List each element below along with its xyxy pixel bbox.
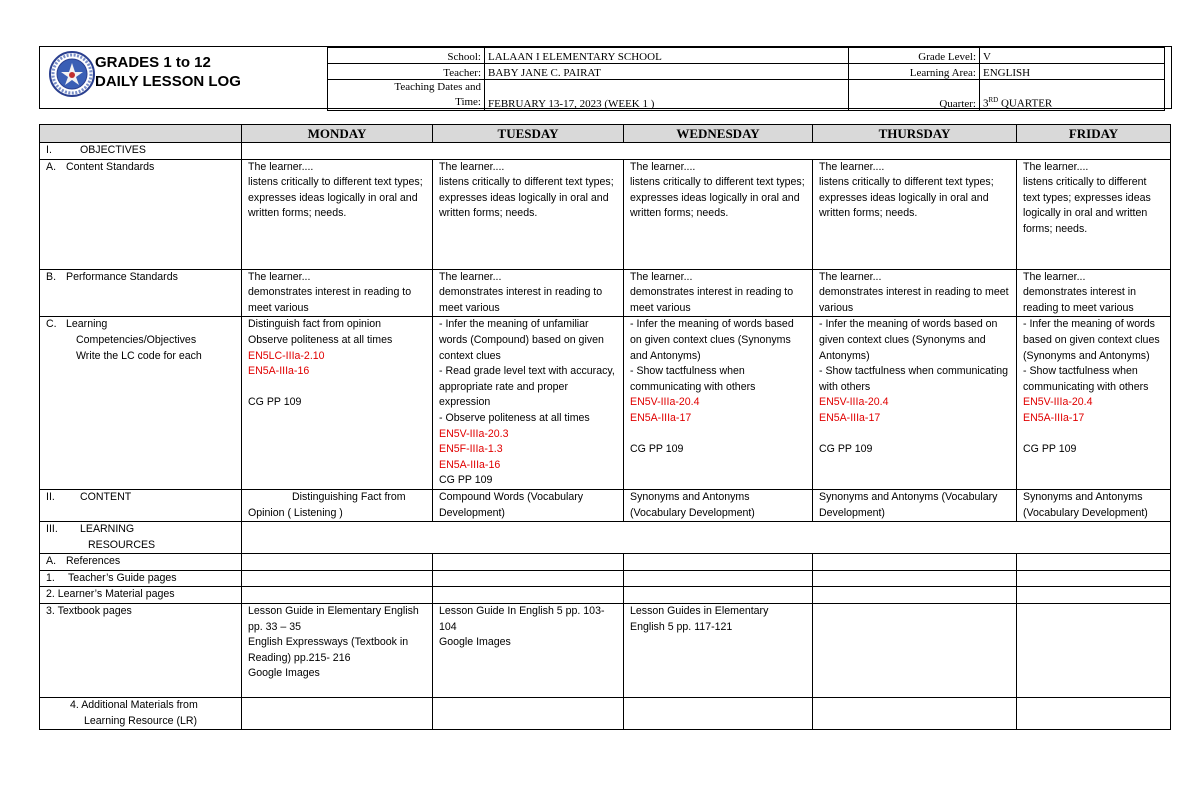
teachers-guide-row	[40, 570, 1171, 587]
textbook-pages-label: 3. Textbook pages	[40, 604, 242, 698]
learners-material-monday	[242, 587, 433, 604]
references-tuesday	[433, 554, 624, 571]
learners-material-friday	[1017, 587, 1171, 604]
teaching-dates-label: Teaching Dates and Time:	[328, 80, 485, 111]
content-wednesday: Synonyms and Antonyms (Vocabulary Development)	[624, 489, 813, 521]
lc-code: EN5V-IIIa-20.4	[630, 396, 700, 409]
teachers-guide-thursday	[813, 570, 1017, 587]
lc-code: EN5F-IIIa-1.3	[439, 443, 503, 456]
day-header-row	[40, 125, 1171, 143]
lc-code: EN5V-IIIa-20.4	[819, 396, 889, 409]
competencies-monday: Distinguish fact from opinion Observe politeness at all times EN5LC-IIIa-2.10 EN5A-IIIa-16 CG PP 109	[242, 317, 433, 490]
content-standards-wednesday: The learner.... listens critically to different text types; expresses ideas logically in oral and written forms; needs.	[624, 159, 813, 269]
title-grades: GRADES 1 to 12	[95, 54, 211, 71]
content-standards-friday: The learner.... listens critically to different text types; expresses ideas logically in oral and written forms; needs.	[1017, 159, 1171, 269]
cg-page: CG PP 109	[1023, 442, 1077, 455]
teachers-guide-tuesday	[433, 570, 624, 587]
competencies-wednesday: - Infer the meaning of words based on given context clues (Synonyms and Antonyms) - Show tactfulness when communicating with others EN5V-IIIa-20.4 EN5A-IIIa-17 CG PP 109	[624, 317, 813, 490]
day-monday: MONDAY	[242, 125, 433, 143]
title-daily-lesson-log: DAILY LESSON LOG	[95, 73, 241, 90]
teachers-guide-label: 1. Teacher’s Guide pages	[40, 570, 242, 587]
additional-materials-wednesday	[624, 698, 813, 730]
learning-resources-label: III. LEARNING RESOURCES	[40, 522, 242, 554]
header-info-table	[327, 47, 1165, 111]
performance-standards-label: B. Performance Standards	[40, 269, 242, 317]
performance-standards-thursday: The learner... demonstrates interest in reading to meet various	[813, 269, 1017, 317]
references-wednesday	[624, 554, 813, 571]
additional-materials-label: 4. Additional Materials from Learning Resource (LR)	[40, 698, 242, 730]
learners-material-label: 2. Learner’s Material pages	[40, 587, 242, 604]
competencies-row	[40, 317, 1171, 490]
additional-materials-friday	[1017, 698, 1171, 730]
learning-area-value: ENGLISH	[980, 64, 1165, 80]
lc-code: EN5LC-IIIa-2.10	[248, 349, 325, 362]
content-row	[40, 489, 1171, 521]
learners-material-wednesday	[624, 587, 813, 604]
textbook-pages-tuesday: Lesson Guide In English 5 pp. 103-104 Google Images	[433, 604, 624, 698]
quarter-value: 3RD QUARTER	[980, 80, 1165, 111]
learning-area-label: Learning Area:	[849, 64, 980, 80]
teachers-guide-friday	[1017, 570, 1171, 587]
content-friday: Synonyms and Antonyms (Vocabulary Development)	[1017, 489, 1171, 521]
content-standards-tuesday: The learner.... listens critically to different text types; expresses ideas logically in oral and written forms; needs.	[433, 159, 624, 269]
lesson-plan-table	[39, 124, 1171, 730]
performance-standards-row	[40, 269, 1171, 317]
objectives-label: I. OBJECTIVES	[40, 143, 242, 160]
day-friday: FRIDAY	[1017, 125, 1171, 143]
grade-level-label: Grade Level:	[849, 48, 980, 64]
performance-standards-friday: The learner... demonstrates interest in reading to meet various	[1017, 269, 1171, 317]
learners-material-thursday	[813, 587, 1017, 604]
competencies-thursday: - Infer the meaning of words based on given context clues (Synonyms and Antonyms) - Show tactfulness when communicating with others EN5V-IIIa-20.4 EN5A-IIIa-17 CG PP 109	[813, 317, 1017, 490]
performance-standards-wednesday: The learner... demonstrates interest in reading to meet various	[624, 269, 813, 317]
content-tuesday: Compound Words (Vocabulary Development)	[433, 489, 624, 521]
references-row	[40, 554, 1171, 571]
teachers-guide-wednesday	[624, 570, 813, 587]
teacher-label: Teacher:	[328, 64, 485, 80]
cg-page: CG PP 109	[248, 395, 302, 408]
lc-code: EN5V-IIIa-20.4	[1023, 396, 1093, 409]
additional-materials-tuesday	[433, 698, 624, 730]
additional-materials-monday	[242, 698, 433, 730]
objectives-span-cell	[242, 143, 1171, 160]
textbook-pages-friday	[1017, 604, 1171, 698]
learning-resources-span-cell	[242, 522, 1171, 554]
school-label: School:	[328, 48, 485, 64]
content-label: II. CONTENT	[40, 489, 242, 521]
blank-header-cell	[40, 125, 242, 143]
learners-material-tuesday	[433, 587, 624, 604]
additional-materials-thursday	[813, 698, 1017, 730]
lesson-log-header	[39, 46, 1172, 109]
references-friday	[1017, 554, 1171, 571]
lc-code: EN5A-IIIa-17	[819, 411, 881, 424]
content-monday: Distinguishing Fact from Opinion ( Listening )	[242, 489, 433, 521]
competencies-label: C. Learning Competencies/Objectives Write the LC code for each	[40, 317, 242, 490]
performance-standards-tuesday: The learner... demonstrates interest in reading to meet various	[433, 269, 624, 317]
references-monday	[242, 554, 433, 571]
references-thursday	[813, 554, 1017, 571]
deped-seal-icon	[49, 51, 95, 97]
content-standards-monday: The learner.... listens critically to different text types; expresses ideas logically in oral and written forms; needs.	[242, 159, 433, 269]
additional-materials-row	[40, 698, 1171, 730]
objectives-row	[40, 143, 1171, 160]
learning-resources-row	[40, 522, 1171, 554]
performance-standards-monday: The learner... demonstrates interest in reading to meet various	[242, 269, 433, 317]
content-standards-thursday: The learner.... listens critically to different text types; expresses ideas logically in oral and written forms; needs.	[813, 159, 1017, 269]
teacher-value: BABY JANE C. PAIRAT	[485, 64, 849, 80]
content-thursday: Synonyms and Antonyms (Vocabulary Development)	[813, 489, 1017, 521]
lc-code: EN5A-IIIa-17	[630, 411, 692, 424]
cg-page: CG PP 109	[630, 442, 684, 455]
content-standards-row	[40, 159, 1171, 269]
textbook-pages-row	[40, 604, 1171, 698]
references-label: A. References	[40, 554, 242, 571]
cg-page: CG PP 109	[439, 474, 493, 487]
content-standards-label: A. Content Standards	[40, 159, 242, 269]
competencies-friday: - Infer the meaning of words based on given context clues (Synonyms and Antonyms) - Show tactfulness when communicating with others EN5V-IIIa-20.4 EN5A-IIIa-17 CG PP 109	[1017, 317, 1171, 490]
competencies-tuesday: - Infer the meaning of unfamiliar words (Compound) based on given context clues - Read grade level text with accuracy, appropriate rate and proper expression - Observe politeness at all times EN5V-IIIa-20.3 EN5F-IIIa-1.3 EN5A-IIIa-16 CG PP 109	[433, 317, 624, 490]
teachers-guide-monday	[242, 570, 433, 587]
lc-code: EN5A-IIIa-17	[1023, 411, 1085, 424]
textbook-pages-thursday	[813, 604, 1017, 698]
grade-level-value: V	[980, 48, 1165, 64]
textbook-pages-monday: Lesson Guide in Elementary English pp. 33 – 35 English Expressways (Textbook in Reading) pp.215- 216 Google Images	[242, 604, 433, 698]
quarter-label: Quarter:	[849, 80, 980, 111]
day-wednesday: WEDNESDAY	[624, 125, 813, 143]
textbook-pages-wednesday: Lesson Guides in Elementary English 5 pp. 117-121	[624, 604, 813, 698]
lc-code: EN5V-IIIa-20.3	[439, 427, 509, 440]
teaching-dates-value: FEBRUARY 13-17, 2023 (WEEK 1 )	[485, 80, 849, 111]
lc-code: EN5A-IIIa-16	[248, 365, 310, 378]
header-title-block	[40, 47, 328, 108]
day-thursday: THURSDAY	[813, 125, 1017, 143]
day-tuesday: TUESDAY	[433, 125, 624, 143]
learners-material-row	[40, 587, 1171, 604]
school-value: LALAAN I ELEMENTARY SCHOOL	[485, 48, 849, 64]
lc-code: EN5A-IIIa-16	[439, 458, 501, 471]
cg-page: CG PP 109	[819, 442, 873, 455]
